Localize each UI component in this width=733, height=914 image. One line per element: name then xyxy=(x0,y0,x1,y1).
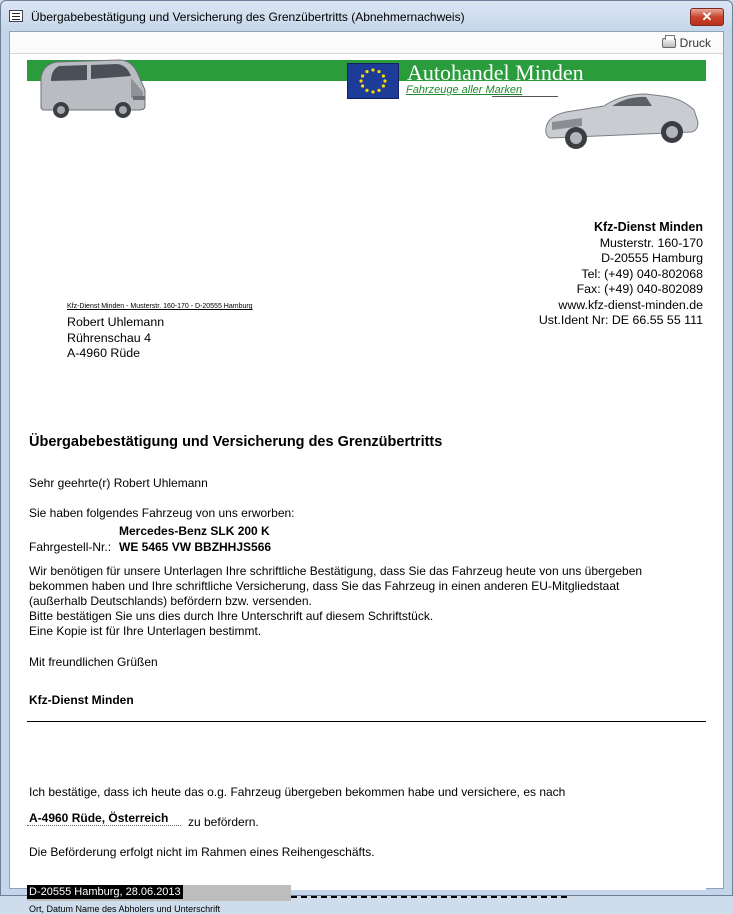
sender-website: www.kfz-dienst-minden.de xyxy=(558,297,703,312)
dealer-name: Autohandel Minden xyxy=(407,60,584,85)
vin-label: Fahrgestell-Nr.: xyxy=(29,540,112,554)
letterhead-banner xyxy=(27,60,706,156)
place-date-value: D-20555 Hamburg, 28.06.2013 xyxy=(29,886,181,898)
sender-phone: Tel: (+49) 040-802068 xyxy=(581,266,703,281)
recipient-street: Rührenschau 4 xyxy=(67,330,152,345)
vehicle-model: Mercedes-Benz SLK 200 K xyxy=(119,524,270,538)
letter-heading: Übergabebestätigung und Versicherung des Grenzübertritts xyxy=(29,434,443,450)
print-label: Druck xyxy=(679,36,711,50)
recipient-name: Robert Uhlemann xyxy=(67,315,165,329)
sender-name: Kfz-Dienst Minden xyxy=(593,220,703,234)
sender-street: Musterstr. 160-170 xyxy=(599,235,703,250)
body-line: bekommen haben und Ihre schriftliche Versicherung, dass Sie das Fahrzeug in einen anderen EU-Mitgliedstaat xyxy=(29,579,620,593)
sender-fax: Fax: (+49) 040-802089 xyxy=(576,282,703,296)
recipient-address xyxy=(67,315,164,362)
document-page xyxy=(27,58,706,914)
toolbar xyxy=(10,32,723,54)
chain-transaction-note: Die Beförderung erfolgt nicht im Rahmen eines Reihengeschäfts. xyxy=(29,845,375,859)
body-line: Bitte bestätigen Sie uns dies durch Ihre Unterschrift auf diesem Schriftstück. xyxy=(29,609,434,623)
intro-text: Sie haben folgendes Fahrzeug von uns erworben: xyxy=(29,506,295,520)
sender-vat-id: Ust.Ident Nr: DE 66.55 55 111 xyxy=(538,313,703,327)
form-icon xyxy=(9,10,23,22)
body-text xyxy=(29,564,642,639)
body-line: Wir benötigen für unsere Unterlagen Ihre schriftliche Bestätigung, dass Sie das Fahrzeug heute von uns übergeben xyxy=(29,564,643,578)
signature-line xyxy=(291,896,567,898)
dealer-slogan: Fahrzeuge aller Marken xyxy=(406,84,523,96)
body-line: Eine Kopie ist für Ihre Unterlagen bestimmt. xyxy=(29,624,262,638)
recipient-city: A-4960 Rüde xyxy=(67,346,141,360)
body-line: (außerhalb Deutschlands) befördern bzw. versenden. xyxy=(29,594,312,608)
title-bar[interactable] xyxy=(1,1,732,31)
report-viewer xyxy=(9,31,724,914)
sender-city: D-20555 Hamburg xyxy=(601,251,703,265)
vin-value: WE 5465 VW BBZHHJS566 xyxy=(119,540,272,554)
van-image xyxy=(35,56,147,118)
destination-suffix: zu befördern. xyxy=(188,815,259,829)
roadster-image xyxy=(542,80,702,154)
printer-icon xyxy=(662,38,676,48)
confirmation-statement: Ich bestätige, dass ich heute das o.g. Fahrzeug übergeben bekommen habe und versichere, es nach xyxy=(29,785,566,799)
destination-field: A-4960 Rüde, Österreich xyxy=(29,811,169,825)
section-divider xyxy=(27,721,706,722)
salutation: Sehr geehrte(r) Robert Uhlemann xyxy=(29,476,208,490)
print-button[interactable] xyxy=(662,36,711,50)
sender-address xyxy=(539,220,703,329)
destination-underline xyxy=(27,825,181,826)
closing: Mit freundlichen Grüßen xyxy=(29,655,158,669)
return-address: Kfz-Dienst Minden - Musterstr. 160-170 - D-20555 Hamburg xyxy=(67,303,253,310)
window-title: Übergabebestätigung und Versicherung des Grenzübertritts (Abnehmernachweis) xyxy=(31,10,465,24)
eu-flag-icon xyxy=(347,63,399,99)
close-button[interactable]: ✕ xyxy=(690,8,724,26)
signature-caption: Ort, Datum Name des Abholers und Unterschrift xyxy=(29,904,221,914)
signature-company: Kfz-Dienst Minden xyxy=(29,693,134,707)
